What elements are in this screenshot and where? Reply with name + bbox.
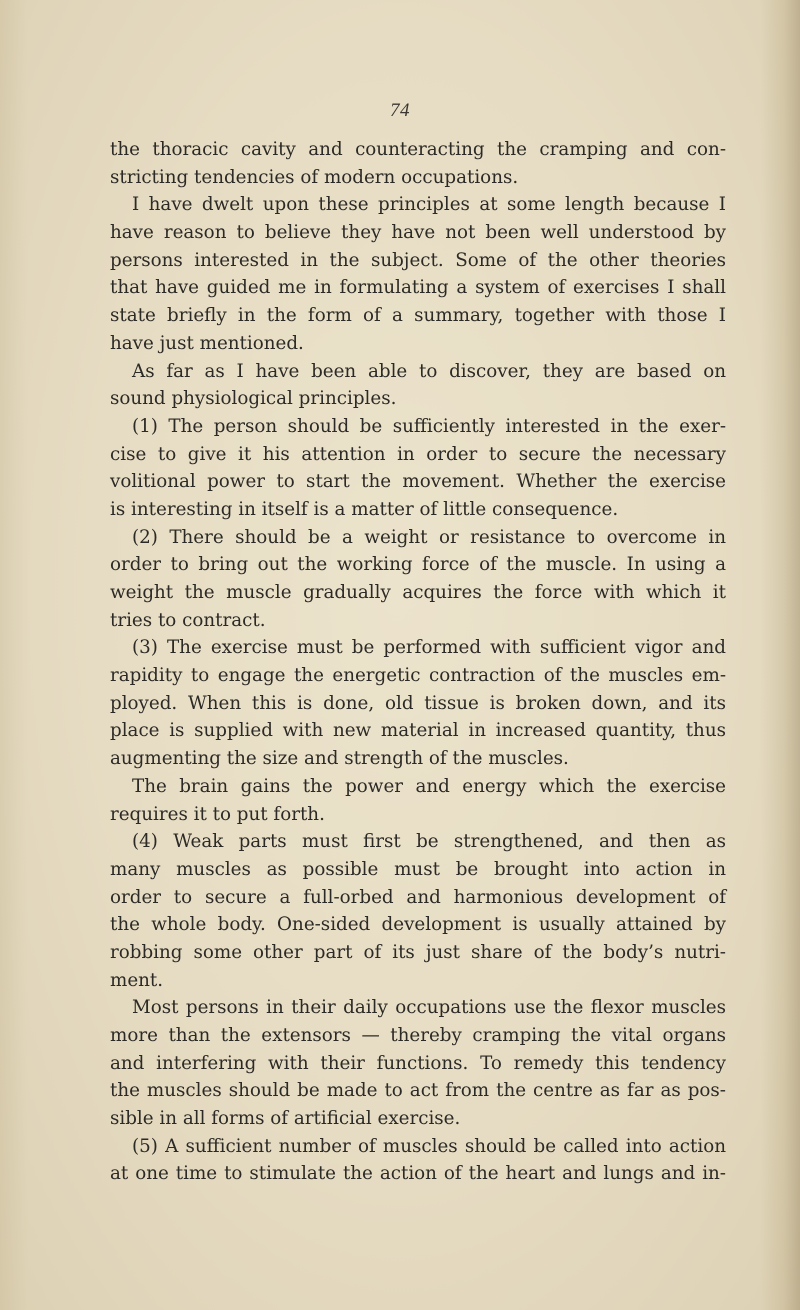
text-line: ment. xyxy=(110,969,164,991)
text-line: state briefly in the form of a summary, together with those I xyxy=(110,305,726,327)
text-line: (1) The person should be sufficiently interested in the exer- xyxy=(132,415,726,437)
text-line: sound physiological principles. xyxy=(110,388,397,410)
text-line: persons interested in the subject. Some of the other theories xyxy=(110,249,726,271)
text-line: weight the muscle gradually acquires the force with which it xyxy=(110,582,726,603)
text-line: (5) A sufficient number of muscles should be called into action xyxy=(132,1135,726,1157)
text-line: (2) There should be a weight or resistance to overcome in xyxy=(132,526,726,548)
page-edge-shadow-left xyxy=(0,0,28,1310)
text-line: ployed. When this is done, old tissue is broken down, and its xyxy=(110,692,726,714)
text-line: tries to contract. xyxy=(110,609,266,631)
page-number: 74 xyxy=(390,100,410,121)
text-line: at one time to stimulate the action of the heart and lungs and in- xyxy=(110,1163,726,1185)
text-line: is interesting in itself is a matter of little consequence. xyxy=(110,498,619,520)
text-line: that have guided me in formulating a system of exercises I shall xyxy=(110,277,726,299)
text-line: have just mentioned. xyxy=(110,332,304,354)
text-line: (3) The exercise must be performed with sufficient vigor and xyxy=(132,637,726,659)
text-line: more than the extensors — thereby cramping the vital organs xyxy=(110,1025,726,1046)
text-line: the muscles should be made to act from the centre as far as pos- xyxy=(110,1080,726,1102)
text-line: rapidity to engage the energetic contraction of the muscles em- xyxy=(110,665,726,687)
text-line: I have dwelt upon these principles at some length because I xyxy=(132,194,726,216)
text-line: (4) Weak parts must first be strengthened, and then as xyxy=(132,831,726,853)
text-line: the whole body. One-sided development is usually attained by xyxy=(110,914,726,936)
text-line: Most persons in their daily occupations use the flexor muscles xyxy=(132,997,726,1019)
text-line: robbing some other part of its just share of the body’s nutri- xyxy=(110,941,726,963)
text-line: the thoracic cavity and counteracting the cramping and con- xyxy=(110,139,726,160)
text-line: requires it to put forth. xyxy=(110,803,325,825)
text-line: As far as I have been able to discover, they are based on xyxy=(132,360,726,382)
text-line: sible in all forms of artificial exercise. xyxy=(110,1108,461,1130)
text-line: order to bring out the working force of the muscle. In using a xyxy=(110,554,726,576)
text-line: have reason to believe they have not been well understood by xyxy=(110,222,726,244)
text-line: stricting tendencies of modern occupations. xyxy=(110,166,519,188)
text-line: and interfering with their functions. To remedy this tendency xyxy=(110,1052,726,1074)
body-text xyxy=(110,136,726,1188)
text-line: many muscles as possible must be brought into action in xyxy=(110,858,726,880)
page-edge-shadow-right xyxy=(760,0,800,1310)
text-line: place is supplied with new material in increased quantity, thus xyxy=(110,720,726,742)
text-line: cise to give it his attention in order to secure the necessary xyxy=(110,443,726,465)
text-line: order to secure a full-orbed and harmonious development of xyxy=(110,886,726,908)
text-line: augmenting the size and strength of the muscles. xyxy=(110,748,569,770)
text-line: The brain gains the power and energy which the exercise xyxy=(132,775,726,797)
text-line: volitional power to start the movement. Whether the exercise xyxy=(110,471,726,493)
